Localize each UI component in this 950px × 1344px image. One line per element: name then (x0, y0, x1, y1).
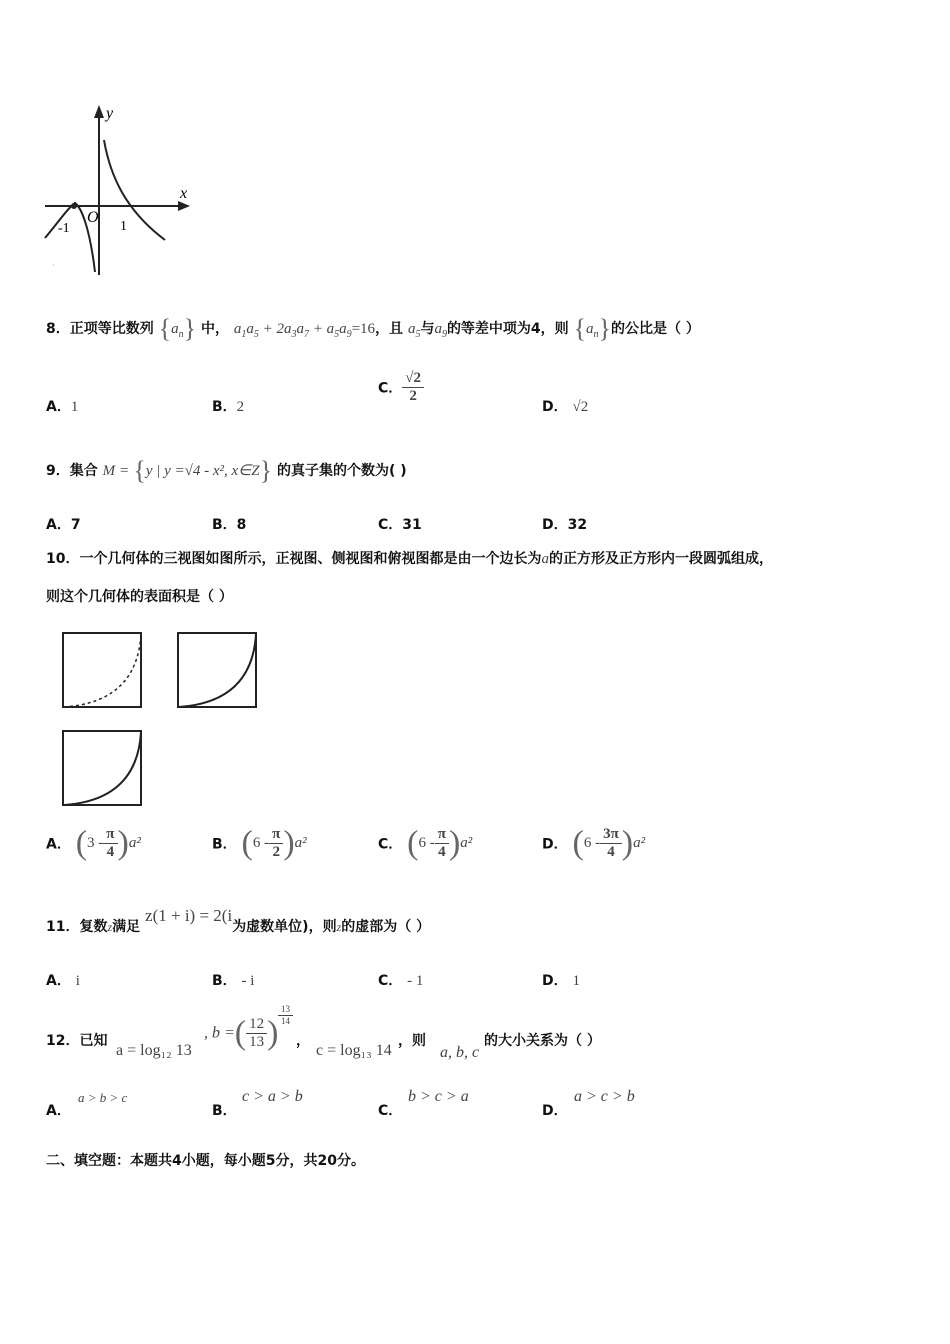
q11-option-b-label: B． (212, 973, 237, 989)
q10-var: a (541, 551, 549, 567)
svg-text:·: · (52, 261, 55, 270)
q10-option-b-label: B． (212, 836, 237, 853)
q8-a5: $a_5$ (407, 321, 421, 340)
q12-text-3: 的大小关系为（ ） (484, 1033, 601, 1049)
q12-option-b-value: c > a > b (242, 1088, 303, 1105)
q9-option-c-label: C． (378, 517, 403, 533)
q9-option-b-value: 8 (236, 517, 247, 533)
three-view-side (177, 632, 261, 710)
q9-text-2: 的真子集的个数为( ) (276, 463, 407, 479)
q12-option-c-value: b > c > a (408, 1088, 469, 1105)
q8-text-1: 正项等比数列 (69, 321, 154, 337)
section-2-title: 二、填空题：本题共4小题，每小题5分，共20分。 (46, 1153, 365, 1169)
q8-option-c-fraction (402, 370, 424, 405)
q11-option-c-value: - 1 (407, 973, 424, 989)
three-view-top (62, 730, 144, 808)
q10-option-d-den: 4 (607, 844, 615, 860)
q8-text-5: 的等差中项为4，则 (446, 321, 569, 337)
q12-b-num: 12 (246, 1016, 267, 1034)
q12-b-lhs: , b = (204, 1024, 235, 1042)
q12-option-a-label: A． (46, 1103, 71, 1119)
q8-option-c-num: √2 (402, 370, 424, 388)
q11-text-2: 满足 (112, 919, 141, 935)
q8-text-4: 与 (420, 321, 435, 337)
tick-label-1: 1 (120, 219, 127, 234)
q9-option-d-label: D． (542, 517, 568, 533)
q11-option-a-value: i (75, 973, 80, 989)
q9-option-a[interactable] (46, 514, 81, 534)
question-12-lead (46, 1030, 107, 1050)
q10-text-1: 一个几何体的三视图如图所示，正视图、侧视图和俯视图都是由一个边长为 (79, 551, 542, 567)
q11-text-1: 复数 (79, 919, 108, 935)
q9-option-d-value: 32 (567, 517, 588, 533)
q12-option-d-value: a > c > b (574, 1088, 635, 1105)
q8-option-d-label: D． (542, 399, 568, 415)
q12-option-a-value: a > b > c (78, 1090, 128, 1105)
origin-label: O (87, 209, 99, 226)
q11-text-3: 为虚数单位)，则 (232, 919, 337, 935)
q12-b-den: 13 (249, 1034, 265, 1050)
q8-option-c[interactable] (378, 370, 424, 405)
q10-option-a-num: π (103, 826, 117, 844)
q10-option-a[interactable]: A． (3 - $\frac{\pi}{4}$ )a² (46, 824, 141, 862)
q8-text-6: 的公比是（ ） (611, 321, 700, 337)
q8-option-a[interactable] (46, 396, 78, 416)
tick-label-neg1: -1 (58, 221, 70, 236)
function-graph-figure (40, 100, 200, 280)
axis-x-label: x (180, 185, 188, 202)
q11-option-d[interactable] (542, 970, 580, 990)
question-10-line-1 (46, 548, 773, 568)
q11-option-c[interactable] (378, 970, 423, 990)
axis-y-label: y (106, 105, 114, 122)
q9-set-name: M (102, 463, 116, 479)
q8-text-3: ，且 (375, 321, 404, 337)
q8-option-a-label: A． (46, 399, 71, 415)
q12-option-d-label: D． (542, 1103, 568, 1119)
q12-number: 12． (46, 1033, 80, 1049)
q10-option-d-label: D． (542, 836, 568, 853)
x-axis-arrow (178, 201, 190, 211)
q11-option-d-label: D． (542, 973, 568, 989)
q10-option-c-num: π (435, 826, 449, 844)
q11-option-a-label: A． (46, 973, 71, 989)
question-8: 8．正项等比数列 $\{a_n\}$ 中， $a_1a_5 + 2a_3a_7 + a_5a_9=16$，且 $a_5$与$a_9$的等差中项为4，则 $\{a_n\}$的公比是（ ） (46, 314, 700, 343)
q10-option-c[interactable]: C． (6 - $\frac{\pi}{4}$ )a² (378, 824, 473, 862)
q10-option-a-label: A． (46, 836, 71, 853)
q8-option-a-value: 1 (70, 399, 79, 415)
q9-set-body: y | y =√4 - x², x∈Z (145, 463, 260, 479)
q11-var-2: z (336, 920, 342, 934)
q12-b-exponent (278, 1004, 293, 1027)
q8-option-d-value: √2 (572, 399, 589, 415)
q9-option-b-label: B． (212, 517, 237, 533)
q10-option-b-num: π (269, 826, 283, 844)
q10-number: 10． (46, 551, 80, 567)
q11-var: z (107, 920, 113, 934)
q8-option-c-den: 2 (409, 388, 417, 404)
q8-a9: $a_9$ (434, 321, 447, 340)
q11-option-a[interactable] (46, 970, 80, 990)
q8-option-d[interactable] (542, 396, 588, 416)
q10-option-b[interactable]: B． (6 - $\frac{\pi}{2}$ )a² (212, 824, 307, 862)
q10-option-d-tail: a² (633, 835, 646, 851)
q12-option-b[interactable] (212, 1100, 237, 1120)
q12-vars: a, b, c (440, 1044, 480, 1061)
q12-text-1: 已知 (79, 1033, 108, 1049)
q8-equation: $a_1a_5 + 2a_3a_7 + a_5a_9$ (233, 321, 352, 340)
q10-option-c-label: C． (378, 836, 403, 853)
q10-option-c-den: 4 (438, 844, 446, 860)
q10-option-a-den: 4 (106, 844, 115, 860)
q12-b-expression: , b =( $\frac{12}{13}$ ) (204, 1014, 279, 1052)
q11-number: 11． (46, 919, 80, 935)
q11-equation: z(1 + i) = 2(i (145, 906, 233, 925)
q9-option-c-value: 31 (402, 517, 422, 533)
q8-number: 8． (46, 321, 70, 337)
q11-text-4: 的虚部为（ ） (341, 919, 431, 935)
three-view-front (62, 632, 144, 710)
question-10-line-2 (46, 586, 233, 606)
q12-option-a[interactable] (46, 1100, 71, 1120)
q12-option-d[interactable] (542, 1100, 568, 1120)
q10-option-b-whole: 6 - (252, 835, 270, 851)
q11-option-b-value: - i (241, 973, 255, 989)
q11-option-b[interactable] (212, 970, 254, 990)
q10-text-3: 则这个几何体的表面积是（ ） (46, 589, 233, 605)
q9-number: 9． (46, 463, 70, 479)
q11-option-d-value: 1 (572, 973, 580, 989)
q12-comma: ， (296, 1033, 310, 1049)
q8-option-b-label: B． (212, 399, 237, 415)
q9-option-c[interactable] (378, 514, 422, 534)
q12-text-2: ，则 (398, 1033, 426, 1049)
question-11 (46, 906, 431, 936)
q10-option-b-tail: a² (294, 835, 307, 851)
q8-option-c-label: C． (378, 380, 403, 397)
q10-option-a-whole: 3 - (87, 835, 104, 851)
q10-option-a-tail: a² (128, 835, 141, 851)
q8-text-2: 中， (200, 321, 229, 337)
question-9: 9．集合 M = {y | y =√4 - x², x∈Z} 的真子集的个数为( ) (46, 456, 407, 485)
q10-option-b-den: 2 (272, 844, 280, 860)
q9-option-d[interactable] (542, 514, 587, 534)
q10-option-d-num: 3π (600, 826, 622, 844)
q8-equation-rhs: =16 (351, 321, 376, 337)
q8-seq: a (171, 321, 179, 337)
q12-option-c-label: C． (378, 1103, 403, 1119)
q12-b-exp-num: 13 (278, 1004, 293, 1016)
q8-seq-sub: n (178, 328, 184, 340)
q10-option-d[interactable]: D． (6 - $\frac{3\pi}{4}$ )a² (542, 824, 646, 862)
q8-seq-sub-2: n (593, 328, 599, 340)
q10-option-d-whole: 6 - (583, 835, 601, 851)
q12-c-expression: c = log₁₃ 14 (316, 1042, 392, 1059)
q9-option-a-label: A． (46, 517, 71, 533)
q8-seq-2: a (586, 321, 594, 337)
q9-text-1: 集合 (69, 463, 98, 479)
q12-b-exp-den: 14 (281, 1016, 290, 1026)
q11-option-c-label: C． (378, 973, 403, 989)
q10-option-c-whole: 6 - (418, 835, 435, 851)
q10-text-2: 的正方形及正方形内一段圆弧组成， (548, 551, 773, 567)
q9-option-a-value: 7 (70, 517, 81, 533)
q12-option-b-label: B． (212, 1103, 237, 1119)
q8-option-b-value: 2 (236, 399, 245, 415)
q12-a-expression: a = log₁₂ 13 (116, 1042, 192, 1059)
q10-option-c-tail: a² (460, 835, 473, 851)
q12-option-c[interactable] (378, 1100, 402, 1120)
q8-option-b[interactable] (212, 396, 244, 416)
curve-right-branch (104, 140, 165, 240)
q9-option-b[interactable] (212, 514, 246, 534)
y-axis-arrow (94, 105, 104, 118)
